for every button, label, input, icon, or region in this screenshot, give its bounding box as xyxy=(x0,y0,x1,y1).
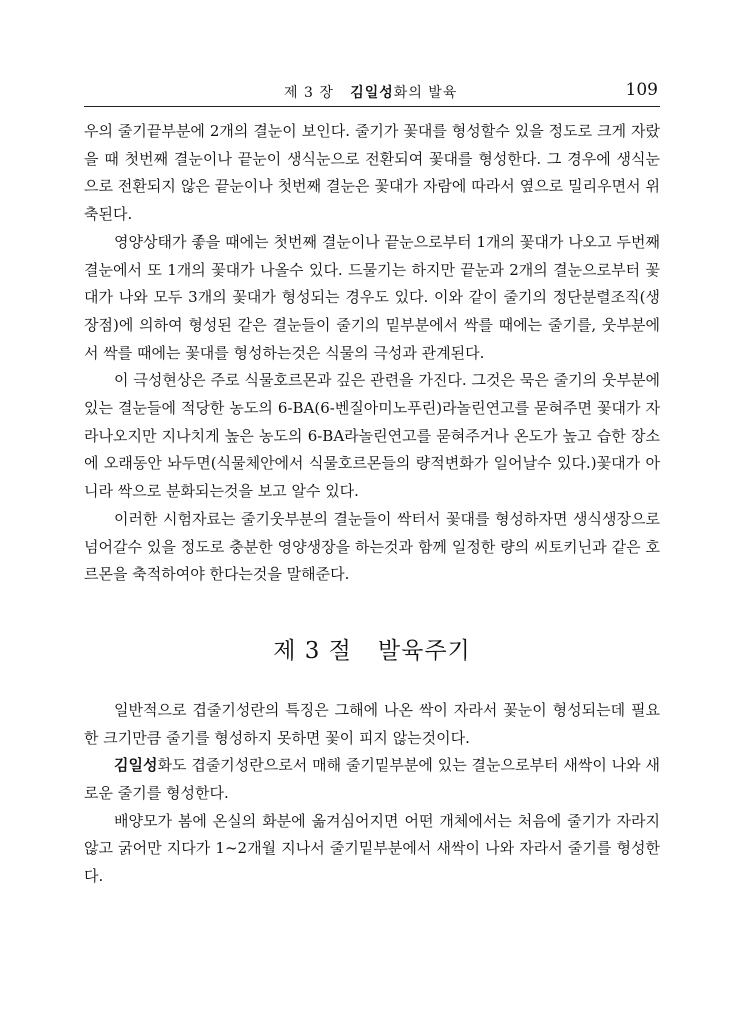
paragraph-2: 영양상태가 좋을 때에는 첫번째 결눈이나 끝눈으로부터 1개의 꽃대가 나오고 두번째 결눈에서 또 1개의 꽃대가 나올수 있다. 드물기는 하지만 끝눈과 2개의 결눈으로부터 꽃대가 나와 모두 3개의 꽃대가 형성되는 경우도 있다. 이와 같이 줄기의 정단분렬조직(생장점)에 의하여 형성된 같은 결눈들이 줄기의 밑부분에서 싹를 때에는 줄기를, 웃부분에서 싹를 때에는 꽃대를 형성하는것은 식물의 극성과 관계된다. xyxy=(84,232,660,362)
paragraph-6 xyxy=(84,752,660,807)
page-number: 109 xyxy=(625,80,658,100)
paragraph-4: 이러한 시험자료는 줄기웃부분의 결눈들이 싹터서 꽃대를 형성하자면 생식생장으로 넘어갈수 있을 정도로 충분한 영양생장을 하는것과 함께 일정한 량의 씨토키닌과 같은 호르몬을 축적하여야 한다는것을 말해준다. xyxy=(84,509,660,584)
chapter-title-bold: 김일성 xyxy=(350,85,394,101)
paragraph-7: 배양모가 봄에 온실의 화분에 옮겨심어지면 어떤 개체에서는 처음에 줄기가 자라지 않고 굵어만 지다가 1~2개월 지나서 줄기밑부분에서 새싹이 나와 자라서 줄기를 형성한다. xyxy=(84,811,660,886)
page-header xyxy=(84,80,660,104)
paragraph-3: 이 극성현상은 주로 식물호르몬과 깊은 관련을 가진다. 그것은 묵은 줄기의 웃부분에 있는 결눈들에 적당한 농도의 6-BA(6-벤질아미노푸린)라놀린연고를 묻혀주면 꽃대가 자라나오지만 지나치게 높은 농도의 6-BA라놀린연고를 묻혀주거나 온도가 높고 습한 장소에 오래동안 놔두면(식물체안에서 식물호르몬들의 량적변화가 일어날수 있다.)꽃대가 아니라 싹으로 분화되는것을 보고 알수 있다. xyxy=(84,371,660,501)
page-body xyxy=(84,118,660,891)
header-rule xyxy=(84,106,660,107)
section-title: 발육주기 xyxy=(377,637,471,664)
paragraph-6-bold-name: 김일성 xyxy=(114,756,158,775)
section-heading xyxy=(84,632,660,665)
chapter-title-rest: 화의 발육 xyxy=(393,85,458,101)
paragraph-5: 일반적으로 겹줄기성란의 특징은 그해에 나온 싹이 자라서 꽃눈이 형성되는데 필요한 크기만큼 줄기를 형성하지 못하면 꽃이 피지 않는것이다. xyxy=(84,700,660,747)
chapter-label: 제 3 장 xyxy=(284,85,334,101)
paragraph-1: 우의 줄기끝부분에 2개의 결눈이 보인다. 줄기가 꽃대를 형성할수 있을 정도로 크게 자랐을 때 첫번째 결눈이나 끝눈이 생식눈으로 전환되여 꽃대를 형성한다. 그 경우에 생식눈으로 전환되지 않은 끝눈이나 첫번째 결눈은 꽃대가 자람에 따라서 옆으로 밀리우면서 위축된다. xyxy=(84,122,660,224)
paragraph-6-text: 화도 겹줄기성란으로서 매해 줄기밑부분에 있는 결눈으로부터 새싹이 나와 새로운 줄기를 형성한다. xyxy=(84,756,660,803)
running-head xyxy=(284,82,457,102)
section-number: 제 3 절 xyxy=(273,637,352,664)
